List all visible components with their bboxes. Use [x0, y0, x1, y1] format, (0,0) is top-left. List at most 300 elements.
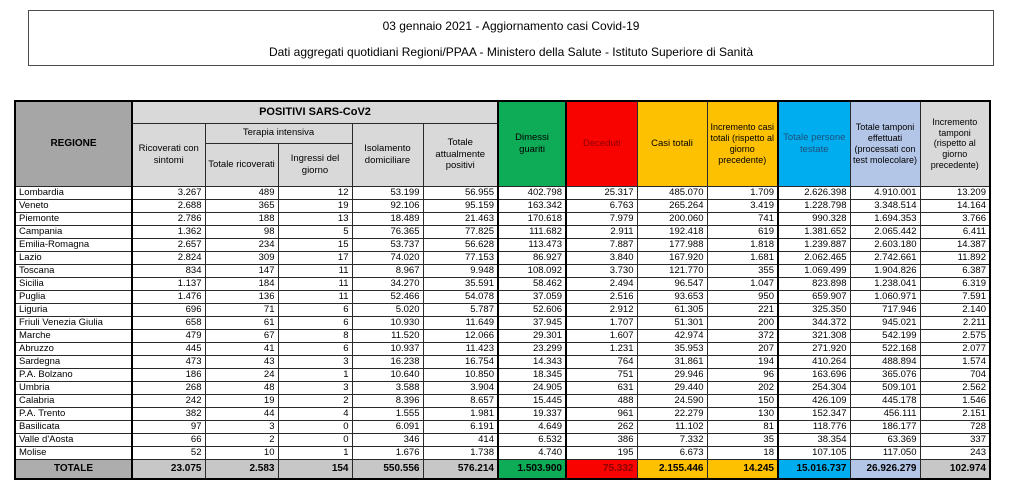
table-row [15, 355, 990, 368]
value-cell: 3.730 [566, 264, 637, 277]
value-cell: 488 [566, 394, 637, 407]
value-cell: 6.763 [566, 199, 637, 212]
value-cell: 741 [707, 212, 778, 225]
value-cell: 7.887 [566, 238, 637, 251]
value-cell: 355 [707, 264, 778, 277]
value-cell: 2 [278, 394, 352, 407]
value-cell: 186 [132, 368, 205, 381]
value-cell: 130 [707, 407, 778, 420]
value-cell: 21.463 [423, 212, 498, 225]
value-cell: 1.476 [132, 290, 205, 303]
table-row [15, 329, 990, 342]
value-cell: 53.737 [352, 238, 423, 251]
value-cell: 386 [566, 433, 637, 446]
totals-value-cell: 75.332 [566, 459, 637, 479]
value-cell: 37.945 [498, 316, 566, 329]
header-regione: REGIONE [15, 101, 132, 186]
value-cell: 107.105 [778, 446, 850, 459]
value-cell: 8.657 [423, 394, 498, 407]
value-cell: 337 [920, 433, 990, 446]
value-cell: 6.411 [920, 225, 990, 238]
value-cell: 113.473 [498, 238, 566, 251]
value-cell: 23.299 [498, 342, 566, 355]
value-cell: 426.109 [778, 394, 850, 407]
value-cell: 242 [132, 394, 205, 407]
value-cell: 3.419 [707, 199, 778, 212]
value-cell: 346 [352, 433, 423, 446]
value-cell: 1.607 [566, 329, 637, 342]
totals-value-cell: 14.245 [707, 459, 778, 479]
value-cell: 509.101 [850, 381, 920, 394]
value-cell: 48 [205, 381, 278, 394]
table-row [15, 368, 990, 381]
value-cell: 10.850 [423, 368, 498, 381]
value-cell: 488.894 [850, 355, 920, 368]
report-date-title: 03 gennaio 2021 - Aggiornamento casi Covid-19 [382, 19, 640, 33]
value-cell: 17 [278, 251, 352, 264]
value-cell: 445 [132, 342, 205, 355]
value-cell: 1.228.798 [778, 199, 850, 212]
value-cell: 12.066 [423, 329, 498, 342]
value-cell: 34.270 [352, 277, 423, 290]
value-cell: 93.653 [637, 290, 707, 303]
value-cell: 2.140 [920, 303, 990, 316]
value-cell: 14.343 [498, 355, 566, 368]
value-cell: 764 [566, 355, 637, 368]
value-cell: 200.060 [637, 212, 707, 225]
value-cell: 177.988 [637, 238, 707, 251]
value-cell: 950 [707, 290, 778, 303]
value-cell: 1.707 [566, 316, 637, 329]
value-cell: 9.948 [423, 264, 498, 277]
value-cell: 11.102 [637, 420, 707, 433]
value-cell: 42.974 [637, 329, 707, 342]
header-dimessi-guariti: Dimessi guariti [498, 101, 566, 186]
value-cell: 53.199 [352, 186, 423, 199]
value-cell: 6.191 [423, 420, 498, 433]
value-cell: 184 [205, 277, 278, 290]
value-cell: 2.603.180 [850, 238, 920, 251]
region-name-cell: P.A. Trento [15, 407, 132, 420]
region-name-cell: Marche [15, 329, 132, 342]
table-row [15, 446, 990, 459]
value-cell: 81 [707, 420, 778, 433]
table-row [15, 342, 990, 355]
table-body [15, 186, 990, 459]
totals-value-cell: 15.016.737 [778, 459, 850, 479]
value-cell: 2.575 [920, 329, 990, 342]
value-cell: 19 [278, 199, 352, 212]
value-cell: 2.562 [920, 381, 990, 394]
header-terapia-intensiva: Terapia intensiva [205, 123, 352, 143]
value-cell: 13.209 [920, 186, 990, 199]
value-cell: 4.910.001 [850, 186, 920, 199]
value-cell: 77.153 [423, 251, 498, 264]
value-cell: 25.317 [566, 186, 637, 199]
value-cell: 0 [278, 420, 352, 433]
value-cell: 97 [132, 420, 205, 433]
region-name-cell: Emilia-Romagna [15, 238, 132, 251]
value-cell: 200 [707, 316, 778, 329]
value-cell: 6.532 [498, 433, 566, 446]
value-cell: 74.020 [352, 251, 423, 264]
value-cell: 19 [205, 394, 278, 407]
totals-value-cell: 550.556 [352, 459, 423, 479]
value-cell: 410.264 [778, 355, 850, 368]
value-cell: 4.740 [498, 446, 566, 459]
header-positivi-sars-cov2: POSITIVI SARS-CoV2 [132, 101, 498, 123]
value-cell: 243 [920, 446, 990, 459]
value-cell: 202 [707, 381, 778, 394]
totals-row [15, 459, 990, 479]
value-cell: 35.591 [423, 277, 498, 290]
value-cell: 485.070 [637, 186, 707, 199]
value-cell: 2.065.442 [850, 225, 920, 238]
value-cell: 402.798 [498, 186, 566, 199]
value-cell: 10 [205, 446, 278, 459]
value-cell: 96 [707, 368, 778, 381]
value-cell: 1.381.652 [778, 225, 850, 238]
value-cell: 7.979 [566, 212, 637, 225]
value-cell: 18 [707, 446, 778, 459]
region-name-cell: Puglia [15, 290, 132, 303]
value-cell: 54.078 [423, 290, 498, 303]
value-cell: 11.892 [920, 251, 990, 264]
value-cell: 1.574 [920, 355, 990, 368]
value-cell: 3 [278, 355, 352, 368]
totals-value-cell: 23.075 [132, 459, 205, 479]
table-row [15, 433, 990, 446]
value-cell: 61.305 [637, 303, 707, 316]
value-cell: 2.211 [920, 316, 990, 329]
region-name-cell: Molise [15, 446, 132, 459]
table-row [15, 407, 990, 420]
value-cell: 1.981 [423, 407, 498, 420]
value-cell: 16.754 [423, 355, 498, 368]
value-cell: 63.369 [850, 433, 920, 446]
table-header [15, 101, 990, 186]
value-cell: 1.709 [707, 186, 778, 199]
region-name-cell: Lombardia [15, 186, 132, 199]
value-cell: 56.628 [423, 238, 498, 251]
value-cell: 51.301 [637, 316, 707, 329]
value-cell: 11 [278, 290, 352, 303]
value-cell: 2.062.465 [778, 251, 850, 264]
covid-data-table [14, 100, 991, 480]
value-cell: 751 [566, 368, 637, 381]
value-cell: 522.168 [850, 342, 920, 355]
value-cell: 3.348.514 [850, 199, 920, 212]
value-cell: 834 [132, 264, 205, 277]
region-name-cell: Sicilia [15, 277, 132, 290]
value-cell: 8.967 [352, 264, 423, 277]
value-cell: 2.077 [920, 342, 990, 355]
value-cell: 56.955 [423, 186, 498, 199]
table-row [15, 199, 990, 212]
value-cell: 194 [707, 355, 778, 368]
value-cell: 8 [278, 329, 352, 342]
report-title-box [28, 10, 994, 66]
value-cell: 1 [278, 368, 352, 381]
value-cell: 6 [278, 303, 352, 316]
value-cell: 5.020 [352, 303, 423, 316]
value-cell: 150 [707, 394, 778, 407]
table-row [15, 381, 990, 394]
value-cell: 38.354 [778, 433, 850, 446]
value-cell: 14.387 [920, 238, 990, 251]
value-cell: 3.766 [920, 212, 990, 225]
value-cell: 1.546 [920, 394, 990, 407]
value-cell: 1.676 [352, 446, 423, 459]
value-cell: 1.239.887 [778, 238, 850, 251]
value-cell: 29.301 [498, 329, 566, 342]
value-cell: 658 [132, 316, 205, 329]
value-cell: 3.840 [566, 251, 637, 264]
value-cell: 44 [205, 407, 278, 420]
value-cell: 11.649 [423, 316, 498, 329]
value-cell: 15 [278, 238, 352, 251]
header-totale-attualmente-positivi: Totale attualmente positivi [423, 123, 498, 186]
value-cell: 207 [707, 342, 778, 355]
value-cell: 473 [132, 355, 205, 368]
header-ingressi-del-giorno: Ingressi del giorno [278, 143, 352, 186]
totals-value-cell: 576.214 [423, 459, 498, 479]
value-cell: 414 [423, 433, 498, 446]
region-name-cell: P.A. Bolzano [15, 368, 132, 381]
value-cell: 3.588 [352, 381, 423, 394]
value-cell: 1.231 [566, 342, 637, 355]
value-cell: 92.106 [352, 199, 423, 212]
value-cell: 321.308 [778, 329, 850, 342]
value-cell: 31.861 [637, 355, 707, 368]
value-cell: 108.092 [498, 264, 566, 277]
totals-value-cell: 1.503.900 [498, 459, 566, 479]
value-cell: 1.362 [132, 225, 205, 238]
header-totale-ricoverati: Totale ricoverati [205, 143, 278, 186]
totals-value-cell: 26.926.279 [850, 459, 920, 479]
table-row [15, 212, 990, 225]
value-cell: 445.178 [850, 394, 920, 407]
header-tamponi-effettuati: Totale tamponi effettuati (processati con test molecolare) [850, 101, 920, 186]
value-cell: 61 [205, 316, 278, 329]
region-name-cell: Friuli Venezia Giulia [15, 316, 132, 329]
value-cell: 195 [566, 446, 637, 459]
value-cell: 95.159 [423, 199, 498, 212]
value-cell: 152.347 [778, 407, 850, 420]
value-cell: 37.059 [498, 290, 566, 303]
value-cell: 262 [566, 420, 637, 433]
region-name-cell: Veneto [15, 199, 132, 212]
value-cell: 1.060.971 [850, 290, 920, 303]
value-cell: 96.547 [637, 277, 707, 290]
header-casi-totali: Casi totali [637, 101, 707, 186]
table-row [15, 303, 990, 316]
table-row [15, 186, 990, 199]
header-ricoverati-con-sintomi: Ricoverati con sintomi [132, 123, 205, 186]
value-cell: 188 [205, 212, 278, 225]
value-cell: 268 [132, 381, 205, 394]
value-cell: 3 [278, 381, 352, 394]
table-row [15, 264, 990, 277]
value-cell: 6.387 [920, 264, 990, 277]
value-cell: 14.164 [920, 199, 990, 212]
value-cell: 3.267 [132, 186, 205, 199]
value-cell: 163.342 [498, 199, 566, 212]
region-name-cell: Toscana [15, 264, 132, 277]
region-name-cell: Umbria [15, 381, 132, 394]
value-cell: 186.177 [850, 420, 920, 433]
value-cell: 10.937 [352, 342, 423, 355]
header-deceduti: Deceduti [566, 101, 637, 186]
value-cell: 990.328 [778, 212, 850, 225]
value-cell: 1.694.353 [850, 212, 920, 225]
value-cell: 86.927 [498, 251, 566, 264]
value-cell: 11.520 [352, 329, 423, 342]
value-cell: 6.673 [637, 446, 707, 459]
region-name-cell: Piemonte [15, 212, 132, 225]
value-cell: 43 [205, 355, 278, 368]
totals-value-cell: 154 [278, 459, 352, 479]
value-cell: 2.786 [132, 212, 205, 225]
value-cell: 52.466 [352, 290, 423, 303]
value-cell: 1.904.826 [850, 264, 920, 277]
value-cell: 98 [205, 225, 278, 238]
value-cell: 1.238.041 [850, 277, 920, 290]
value-cell: 8.396 [352, 394, 423, 407]
value-cell: 2 [205, 433, 278, 446]
header-incremento-casi: Incremento casi totali (rispetto al giorno precedente) [707, 101, 778, 186]
value-cell: 2.657 [132, 238, 205, 251]
value-cell: 35.953 [637, 342, 707, 355]
value-cell: 76.365 [352, 225, 423, 238]
value-cell: 456.111 [850, 407, 920, 420]
value-cell: 1 [278, 446, 352, 459]
value-cell: 35 [707, 433, 778, 446]
value-cell: 3 [205, 420, 278, 433]
value-cell: 479 [132, 329, 205, 342]
value-cell: 2.516 [566, 290, 637, 303]
value-cell: 58.462 [498, 277, 566, 290]
value-cell: 2.494 [566, 277, 637, 290]
value-cell: 704 [920, 368, 990, 381]
value-cell: 71 [205, 303, 278, 316]
value-cell: 11 [278, 277, 352, 290]
value-cell: 118.776 [778, 420, 850, 433]
value-cell: 2.151 [920, 407, 990, 420]
value-cell: 6 [278, 342, 352, 355]
totals-value-cell: 102.974 [920, 459, 990, 479]
value-cell: 136 [205, 290, 278, 303]
value-cell: 372 [707, 329, 778, 342]
value-cell: 12 [278, 186, 352, 199]
value-cell: 19.337 [498, 407, 566, 420]
value-cell: 234 [205, 238, 278, 251]
value-cell: 823.898 [778, 277, 850, 290]
value-cell: 1.818 [707, 238, 778, 251]
value-cell: 619 [707, 225, 778, 238]
totals-value-cell: 2.155.446 [637, 459, 707, 479]
value-cell: 22.279 [637, 407, 707, 420]
value-cell: 1.069.499 [778, 264, 850, 277]
value-cell: 11 [278, 264, 352, 277]
value-cell: 344.372 [778, 316, 850, 329]
value-cell: 67 [205, 329, 278, 342]
value-cell: 382 [132, 407, 205, 420]
region-name-cell: Sardegna [15, 355, 132, 368]
value-cell: 1.681 [707, 251, 778, 264]
table-row [15, 238, 990, 251]
value-cell: 2.824 [132, 251, 205, 264]
value-cell: 41 [205, 342, 278, 355]
value-cell: 2.742.661 [850, 251, 920, 264]
value-cell: 0 [278, 433, 352, 446]
value-cell: 1.555 [352, 407, 423, 420]
value-cell: 147 [205, 264, 278, 277]
header-isolamento-domiciliare: Isolamento domiciliare [352, 123, 423, 186]
value-cell: 6 [278, 316, 352, 329]
header-incremento-tamponi: Incremento tamponi (rispetto al giorno precedente) [920, 101, 990, 186]
value-cell: 4 [278, 407, 352, 420]
value-cell: 309 [205, 251, 278, 264]
region-name-cell: Liguria [15, 303, 132, 316]
value-cell: 271.920 [778, 342, 850, 355]
table-row [15, 277, 990, 290]
value-cell: 24.590 [637, 394, 707, 407]
value-cell: 16.238 [352, 355, 423, 368]
value-cell: 728 [920, 420, 990, 433]
value-cell: 325.350 [778, 303, 850, 316]
totals-label-cell: TOTALE [15, 459, 132, 479]
report-subtitle: Dati aggregati quotidiani Regioni/PPAA - Ministero della Salute - Istituto Superiore di Sanità [268, 45, 754, 59]
value-cell: 117.050 [850, 446, 920, 459]
value-cell: 696 [132, 303, 205, 316]
value-cell: 1.137 [132, 277, 205, 290]
value-cell: 10.930 [352, 316, 423, 329]
value-cell: 7.591 [920, 290, 990, 303]
value-cell: 18.489 [352, 212, 423, 225]
value-cell: 11.423 [423, 342, 498, 355]
value-cell: 192.418 [637, 225, 707, 238]
value-cell: 29.946 [637, 368, 707, 381]
table-row [15, 420, 990, 433]
value-cell: 6.319 [920, 277, 990, 290]
value-cell: 254.304 [778, 381, 850, 394]
value-cell: 7.332 [637, 433, 707, 446]
value-cell: 659.907 [778, 290, 850, 303]
value-cell: 111.682 [498, 225, 566, 238]
value-cell: 489 [205, 186, 278, 199]
table-row [15, 316, 990, 329]
table-row [15, 251, 990, 264]
totals-value-cell: 2.583 [205, 459, 278, 479]
value-cell: 265.264 [637, 199, 707, 212]
value-cell: 365.076 [850, 368, 920, 381]
region-name-cell: Abruzzo [15, 342, 132, 355]
value-cell: 121.770 [637, 264, 707, 277]
value-cell: 717.946 [850, 303, 920, 316]
value-cell: 542.199 [850, 329, 920, 342]
value-cell: 170.618 [498, 212, 566, 225]
value-cell: 2.626.398 [778, 186, 850, 199]
table-row [15, 394, 990, 407]
value-cell: 961 [566, 407, 637, 420]
value-cell: 1.047 [707, 277, 778, 290]
value-cell: 4.649 [498, 420, 566, 433]
value-cell: 52 [132, 446, 205, 459]
value-cell: 2.912 [566, 303, 637, 316]
value-cell: 5 [278, 225, 352, 238]
value-cell: 2.688 [132, 199, 205, 212]
